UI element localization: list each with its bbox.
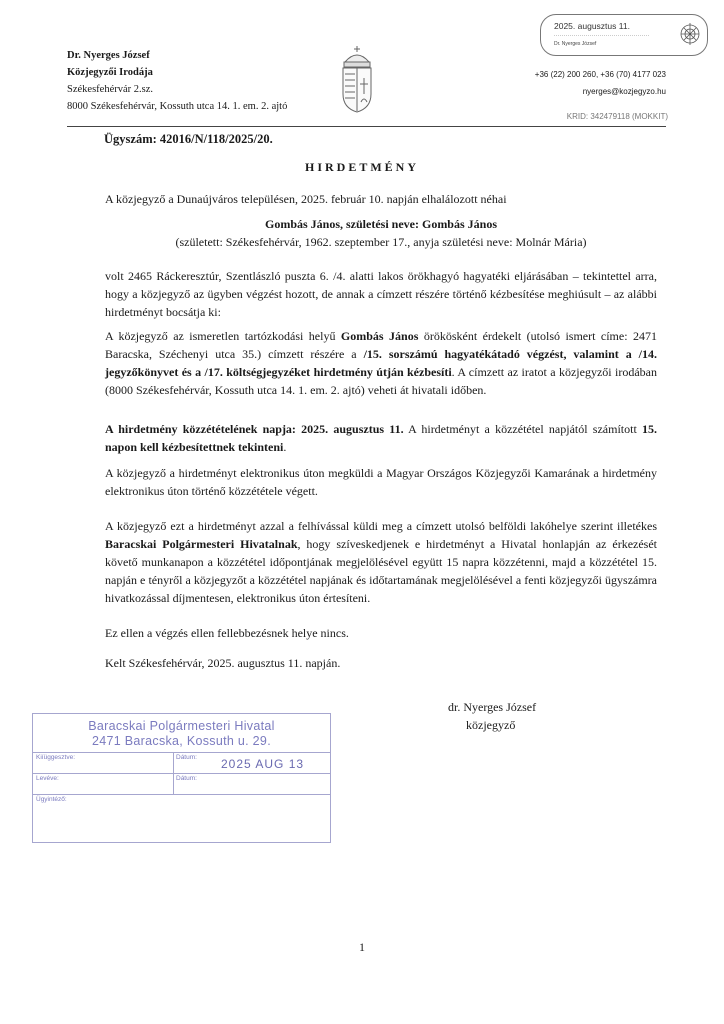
paragraph-no-appeal: Ez ellen a végzés ellen fellebbezésnek helye nincs. (105, 626, 349, 640)
email-address: nyerges@kozjegyzo.hu (582, 87, 666, 96)
p5-text-1: A közjegyző ezt a hirdetményt azzal a felhívással küldi meg a címzett utolsó belföldi lakóhelye szerint illetékes (105, 519, 657, 533)
p2-documents: /15. sorszámú hagyatékátadó végzést, valamint a /14. jegyzőkönyvet és a /17. költségjegyzéket hirdetmény útján kézbesíti (105, 347, 657, 379)
stamp-label-posted: Kiíüggesztve: (36, 754, 76, 761)
p3-text-1: A hirdetményt a közzététel napjától számított (403, 422, 642, 436)
p5-municipality-name: Baracskai Polgármesteri Hivatalnak (105, 537, 298, 551)
page-number: 1 (359, 940, 365, 954)
p3-publication-date: A hirdetmény közzétételének napja: 2025. augusztus 11. (105, 422, 404, 436)
signature-block (448, 698, 536, 734)
office-name: Közjegyzői Irodája (67, 67, 153, 78)
electronic-signature-box (540, 14, 708, 56)
p2-text-1: A közjegyző az ismeretlen tartózkodási helyű (105, 329, 341, 343)
paragraph-chamber: A közjegyző a hirdetményt elektronikus úton megküldi a Magyar Országos Közjegyzői Kamarának a hirdetmény elektronikus úton történő közzététele végett. (105, 466, 657, 498)
paragraph-dated: Kelt Székesfehérvár, 2025. augusztus 11. napján. (105, 656, 341, 670)
signature-date: 2025. augusztus 11. (554, 21, 630, 31)
p2-heir-name: Gombás János (340, 329, 419, 343)
office-info (67, 47, 287, 115)
signature-line (554, 35, 649, 40)
phone-numbers: +36 (22) 200 260, +36 (70) 4177 023 (534, 70, 666, 79)
signer-role: közjegyző (466, 718, 516, 732)
stamp-organization: Baracskai Polgármesteri Hivatal (88, 719, 275, 733)
p2-text-3: . A címzett az iratot a közjegyzői irodában (8000 Székesfehérvár, Kossuth utca 14. 1. em. 2. ajtó) veheti át hivatali időben. (105, 365, 657, 397)
notary-name: Dr. Nyerges József (67, 50, 150, 61)
deceased-name: Gombás János, születési neve: Gombás János (264, 217, 497, 231)
seal-emblem-icon (678, 20, 702, 48)
municipal-stamp (32, 713, 331, 843)
p5-text-2: , hogy szíveskedjenek e hirdetményt a Hivatal honlapján az érkezését követő munkanapon a közzététel időpontjának megjelölésével együtt 15 napra közzétenni, majd a közzététel 15. napján e tényről a közjegyzőt a közzététel napjának és időtartamának megjelölésével a fenti közjegyzői ügyszámra hivatkozással díjmentesen, elektronikus úton értesíteni. (105, 537, 657, 605)
paragraph-service (105, 327, 657, 399)
coat-of-arms-icon (333, 44, 381, 116)
paragraph-municipality (105, 517, 657, 607)
stamp-label-date-2: Dátum: (176, 775, 197, 782)
stamp-row-admin (33, 794, 330, 840)
deceased-birth-details: (született: Székesfehérvár, 1962. szeptember 17., anyja születési neve: Molnár Mária) (175, 235, 587, 249)
deceased-block (105, 215, 657, 251)
document-title: HIRDETMÉNY (304, 160, 419, 174)
stamp-address: 2471 Baracska, Kossuth u. 29. (92, 734, 271, 748)
stamp-header (33, 714, 330, 753)
intro-paragraph: A közjegyző a Dunaújváros településen, 2025. február 10. napján elhalálozott néhai (105, 192, 507, 206)
p3-delivery-deadline: 15. napon kell kézbesítettnek tekinteni (105, 422, 657, 454)
signer-name: dr. Nyerges József (448, 700, 537, 714)
p3-text-2: . (283, 440, 287, 454)
office-district: Székesfehérvár 2.sz. (67, 84, 153, 95)
stamp-label-removed: Levéve: (36, 775, 59, 782)
stamp-label-date: Dátum: (176, 754, 197, 761)
header-divider (67, 126, 666, 127)
stamp-date-value: 2025 AUG 13 (221, 757, 305, 771)
contact-info (535, 66, 666, 100)
case-number: Ügyszám: 42016/N/118/2025/20. (104, 132, 273, 146)
stamp-column-divider (173, 752, 174, 794)
krid-identifier: KRID: 342479118 (MOKKIT) (566, 112, 668, 121)
paragraph-publication-date (105, 420, 657, 456)
stamp-label-administrator: Ügyintéző: (36, 796, 67, 803)
paragraph-residence: volt 2465 Ráckeresztúr, Szentlászló puszta 6. /4. alatti lakos örökhagyó hagyatéki eljárásában – tekintettel arra, hogy a közjegyző az ügyben végzést hozott, de annak a címzett részére történő kézbesítése meghiúsult – az alábbi hirdetményt bocsátja ki: (105, 269, 657, 319)
office-address: 8000 Székesfehérvár, Kossuth utca 14. 1. em. 2. ajtó (67, 101, 288, 112)
p2-text-2: örökösként érdekelt (utolsó ismert címe: 2471 Baracska, Széchenyi utca 35.) címzett részére a (105, 329, 657, 361)
signature-signer: Dr. Nyerges József (554, 41, 597, 47)
